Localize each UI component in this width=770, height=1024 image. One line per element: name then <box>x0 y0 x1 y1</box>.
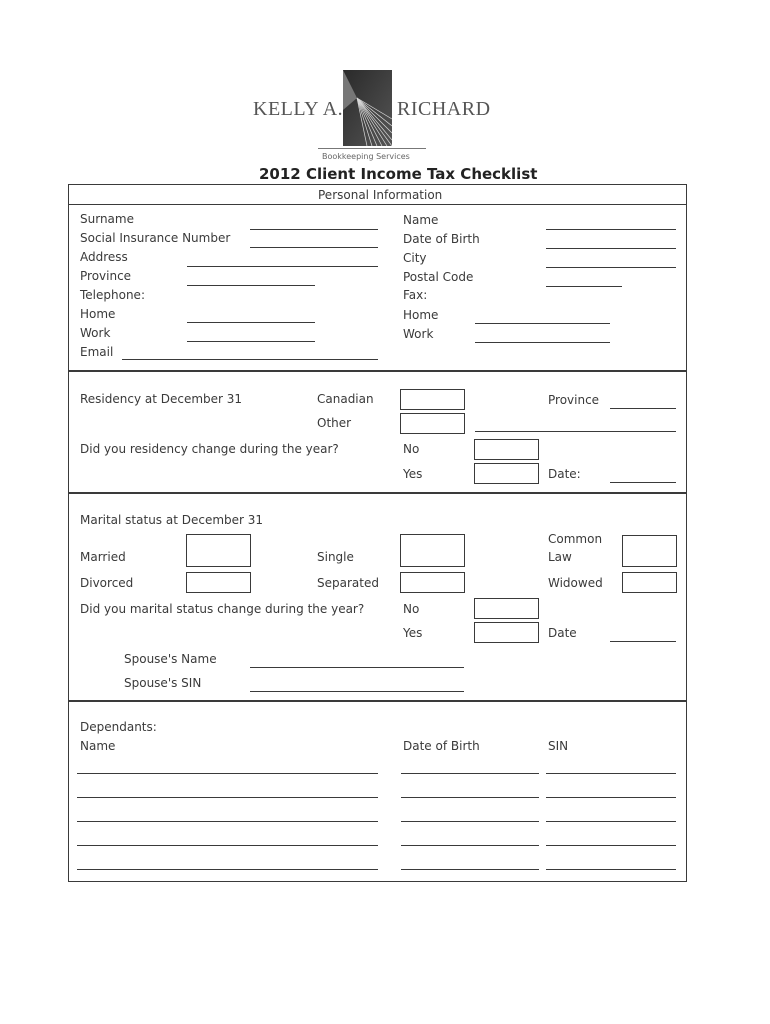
label-residency-date: Date: <box>548 467 581 481</box>
date-of-birth-field[interactable] <box>546 248 676 249</box>
divorced-checkbox[interactable] <box>186 572 251 593</box>
label-residency-no: No <box>403 442 420 456</box>
city-field[interactable] <box>546 267 676 268</box>
common-law-checkbox[interactable] <box>622 535 677 567</box>
address-field[interactable] <box>187 266 378 267</box>
dependant-sin-field[interactable] <box>546 845 676 846</box>
label-sin: Social Insurance Number <box>80 231 231 245</box>
residency-yes-checkbox[interactable] <box>474 463 539 484</box>
logo-emblem-icon <box>343 70 392 146</box>
logo-tagline: Bookkeeping Services <box>322 152 410 161</box>
label-common: Common <box>548 532 603 546</box>
dependants-section <box>68 700 687 882</box>
dependant-name-field[interactable] <box>77 845 378 846</box>
single-checkbox[interactable] <box>400 534 465 567</box>
label-law: Law <box>548 550 572 564</box>
home-phone-field[interactable] <box>187 322 315 323</box>
dependant-name-field[interactable] <box>77 797 378 798</box>
label-address: Address <box>80 250 128 264</box>
logo-text-left: KELLY A. <box>253 98 344 120</box>
residency-province-field[interactable] <box>610 408 676 409</box>
fax-work-field[interactable] <box>475 342 610 343</box>
logo-divider <box>318 148 426 149</box>
other-checkbox[interactable] <box>400 413 465 434</box>
spouse-sin-field[interactable] <box>250 691 464 692</box>
label-city: City <box>403 251 427 265</box>
dependant-name-field[interactable] <box>77 821 378 822</box>
label-marital-status: Marital status at December 31 <box>80 513 264 527</box>
label-married: Married <box>80 550 126 564</box>
label-residency-province: Province <box>548 393 600 407</box>
marital-yes-checkbox[interactable] <box>474 622 539 643</box>
dependant-dob-field[interactable] <box>401 845 539 846</box>
dependant-dob-field[interactable] <box>401 797 539 798</box>
fax-home-field[interactable] <box>475 323 610 324</box>
logo-text-right: RICHARD <box>397 98 491 120</box>
residency-change-question: Did you residency change during the year? <box>80 442 339 456</box>
province-field[interactable] <box>187 285 315 286</box>
dependant-dob-field[interactable] <box>401 821 539 822</box>
label-canadian: Canadian <box>317 392 374 406</box>
name-field[interactable] <box>546 229 676 230</box>
dependant-name-field[interactable] <box>77 869 378 870</box>
label-separated: Separated <box>317 576 379 590</box>
label-telephone: Telephone: <box>80 288 145 302</box>
sin-field[interactable] <box>250 247 378 248</box>
dependant-dob-field[interactable] <box>401 773 539 774</box>
dependant-sin-field[interactable] <box>546 797 676 798</box>
dependant-dob-field[interactable] <box>401 869 539 870</box>
label-home-phone: Home <box>80 307 116 321</box>
label-surname: Surname <box>80 212 134 226</box>
label-other: Other <box>317 416 352 430</box>
label-work-phone: Work <box>80 326 111 340</box>
label-dependants: Dependants: <box>80 720 157 734</box>
other-residency-field[interactable] <box>475 431 676 432</box>
personal-info-section <box>68 184 687 372</box>
label-marital-date: Date <box>548 626 577 640</box>
dependant-sin-field[interactable] <box>546 821 676 822</box>
separated-checkbox[interactable] <box>400 572 465 593</box>
page-title: 2012 Client Income Tax Checklist <box>259 165 538 183</box>
column-header-name: Name <box>80 739 116 753</box>
column-header-date-of-birth: Date of Birth <box>403 739 480 753</box>
postal-code-field[interactable] <box>546 286 622 287</box>
dependant-sin-field[interactable] <box>546 869 676 870</box>
marital-date-field[interactable] <box>610 641 676 642</box>
surname-field[interactable] <box>250 229 378 230</box>
label-residency: Residency at December 31 <box>80 392 243 406</box>
label-date-of-birth: Date of Birth <box>403 232 480 246</box>
marital-no-checkbox[interactable] <box>474 598 539 619</box>
email-field[interactable] <box>122 359 378 360</box>
label-postal-code: Postal Code <box>403 270 474 284</box>
residency-date-field[interactable] <box>610 482 676 483</box>
label-residency-yes: Yes <box>403 467 423 481</box>
residency-no-checkbox[interactable] <box>474 439 539 460</box>
label-name: Name <box>403 213 439 227</box>
label-marital-no: No <box>403 602 420 616</box>
label-single: Single <box>317 550 354 564</box>
section-title-personal: Personal Information <box>318 188 443 202</box>
label-marital-yes: Yes <box>403 626 423 640</box>
canadian-checkbox[interactable] <box>400 389 465 410</box>
section-header-divider <box>68 204 687 205</box>
label-fax-home: Home <box>403 308 439 322</box>
dependant-name-field[interactable] <box>77 773 378 774</box>
label-spouse-sin: Spouse's SIN <box>124 676 202 690</box>
spouse-name-field[interactable] <box>250 667 464 668</box>
column-header-sin: SIN <box>548 739 569 753</box>
widowed-checkbox[interactable] <box>622 572 677 593</box>
residency-section <box>68 370 687 494</box>
label-email: Email <box>80 345 114 359</box>
label-widowed: Widowed <box>548 576 603 590</box>
label-fax-work: Work <box>403 327 434 341</box>
label-province: Province <box>80 269 132 283</box>
label-fax: Fax: <box>403 288 428 302</box>
label-spouse-name: Spouse's Name <box>124 652 217 666</box>
marital-change-question: Did you marital status change during the year? <box>80 602 365 616</box>
dependant-sin-field[interactable] <box>546 773 676 774</box>
work-phone-field[interactable] <box>187 341 315 342</box>
label-divorced: Divorced <box>80 576 134 590</box>
married-checkbox[interactable] <box>186 534 251 567</box>
